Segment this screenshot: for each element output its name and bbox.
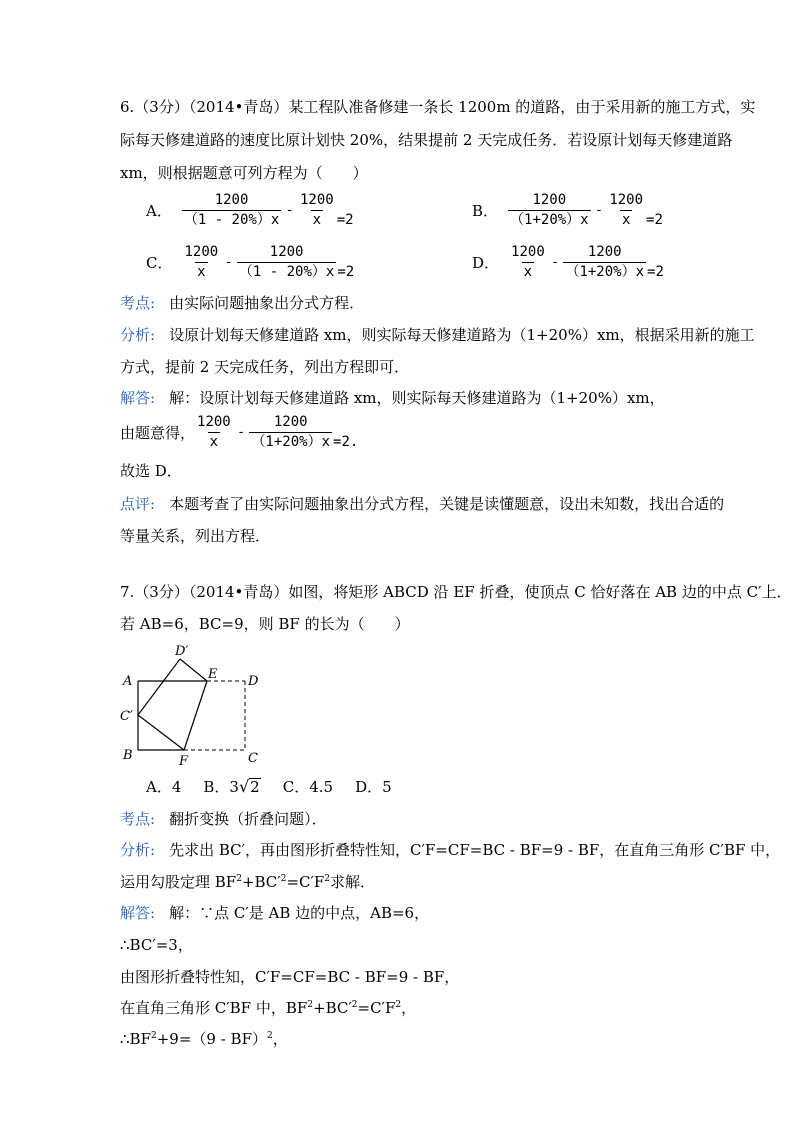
q7-jieda-line-4: 在直角三角形 C′BF 中，$BF^2+BC'^2=C'F^2$，	[120, 999, 417, 1017]
label-b: B	[123, 748, 133, 763]
fraction: $\frac{1200}{x}$	[197, 414, 231, 450]
fraction: $\frac{1200}{x}$	[609, 192, 644, 228]
fraction: $\frac{1200}{(1+20\%)x}$	[510, 192, 589, 228]
segment-cpf	[138, 715, 184, 750]
q6-dianping-line-2: 等量关系，列出方程．	[120, 527, 271, 545]
q6-stem-line-2: 际每天修建道路的速度比原计划快 20%，结果提前 2 天完成任务．若设原计划每天修建道路	[120, 131, 733, 149]
fraction: $\frac{1200}{x}$	[299, 192, 334, 228]
q7-rectangle-fold-figure	[118, 640, 268, 772]
q6-option-a[interactable]: A． $\frac{1200}{(1 - 20\%)x}$ - $\frac{1200}{x}$ =2	[146, 192, 354, 228]
q7-fenxi-line-2: 运用勾股定理 $BF^2+BC'^2=C'F^2$求解．	[120, 873, 376, 891]
q7-stem-line-1: 7.（3分）（2014•青岛）如图，将矩形 ABCD 沿 EF 折叠，使顶点 C 恰好落在 AB 边的中点 C′上．	[120, 583, 792, 601]
q6-fenxi-line-2: 方式，提前 2 天完成任务，列出方程即可．	[120, 358, 410, 376]
q6-kaodian: 考点: 由实际问题抽象出分式方程．	[120, 294, 365, 312]
q7-choice-c[interactable]: C．4.5	[282, 778, 334, 796]
fraction: $\frac{1200}{(1+20\%)x}$	[251, 414, 331, 450]
fraction: $\frac{1200}{(1 - 20\%)x}$	[238, 244, 335, 280]
kaodian-label: 考点:	[120, 294, 156, 312]
q7-choices	[146, 776, 414, 797]
jieda-label: 解答:	[120, 904, 156, 922]
q6-option-b[interactable]: B． $\frac{1200}{(1+20\%)x}$ - $\frac{1200}{x}$ =2	[472, 192, 663, 228]
dianping-label: 点评:	[120, 495, 156, 513]
q6-fenxi-line-1: 分析: 设原计划每天修建道路 xm，则实际每天修建道路为（1+20%）xm，根据采用新的施工	[120, 326, 755, 344]
label-c-prime: C′	[120, 709, 133, 724]
fenxi-label: 分析:	[120, 326, 156, 344]
q6-stem-line-3: xm，则根据题意可列方程为（ ）	[120, 164, 368, 182]
fraction: $\frac{1200}{(1+20\%)x}$	[565, 244, 645, 280]
sqrt-symbol: √ 2	[238, 777, 260, 796]
q7-choice-d[interactable]: D．5	[355, 778, 392, 796]
label-a: A	[123, 674, 133, 689]
fenxi-label: 分析:	[120, 841, 156, 859]
label-f: F	[179, 754, 189, 769]
q7-jieda-line-3: 由图形折叠特性知，C′F=CF=BC - BF=9 - BF，	[120, 968, 460, 986]
segment-dpcp	[138, 659, 180, 715]
fraction: $\frac{1200}{(1 - 20\%)x}$	[183, 192, 280, 228]
q7-choice-a[interactable]: A．4	[146, 778, 182, 796]
q6-conclusion: 故选 D．	[120, 462, 182, 480]
kaodian-label: 考点:	[120, 810, 156, 828]
fraction: $\frac{1200}{x}$	[511, 244, 545, 280]
q6-option-d[interactable]: D． $\frac{1200}{x}$ - $\frac{1200}{(1+20\%)x}$ =2	[472, 244, 664, 280]
q7-kaodian: 考点: 翻折变换（折叠问题）．	[120, 810, 327, 828]
q7-jieda-line-5: $\therefore BF^2+9=(9 - BF)^2$，	[120, 1030, 288, 1048]
jieda-label: 解答:	[120, 389, 156, 407]
label-c: C	[248, 751, 258, 766]
q6-dianping-line-1: 点评: 本题考查了由实际问题抽象出分式方程，关键是读懂题意，设出未知数，找出合适的	[120, 495, 725, 513]
label-d: D	[248, 674, 259, 689]
q7-jieda-line-1: 解答: 解：∵点 C′是 AB 边的中点，AB=6，	[120, 904, 430, 922]
q7-stem-line-2: 若 AB=6，BC=9，则 BF 的长为（ ）	[120, 615, 410, 633]
q7-choice-b[interactable]: B．3 √ 2	[203, 777, 260, 796]
q6-stem-line-1: 6.（3分）（2014•青岛）某工程队准备修建一条长 1200m 的道路，由于采用新的施工方式，实	[120, 98, 756, 116]
label-e: E	[208, 667, 218, 682]
label-d-prime: D′	[175, 644, 189, 659]
q7-fenxi-line-1: 分析: 先求出 BC′，再由图形折叠特性知，C′F=CF=BC - BF=9 - BF，在直角三角形 C′BF 中，	[120, 841, 781, 859]
q7-jieda-line-2: ∴BC′=3，	[120, 936, 193, 954]
q6-jieda-equation: 由题意得， $\frac{1200}{x}$ - $\frac{1200}{(1+20\%)x}$ =2.	[120, 414, 359, 450]
segment-edp	[180, 659, 207, 681]
q6-option-c[interactable]: C． $\frac{1200}{x}$ - $\frac{1200}{(1 - 20\%)x}$ =2	[146, 244, 355, 280]
fraction: $\frac{1200}{x}$	[184, 244, 219, 280]
q6-jieda-line-1: 解答: 解：设原计划每天修建道路 xm，则实际每天修建道路为（1+20%）xm，	[120, 389, 665, 407]
segment-fe-crease	[184, 681, 207, 750]
